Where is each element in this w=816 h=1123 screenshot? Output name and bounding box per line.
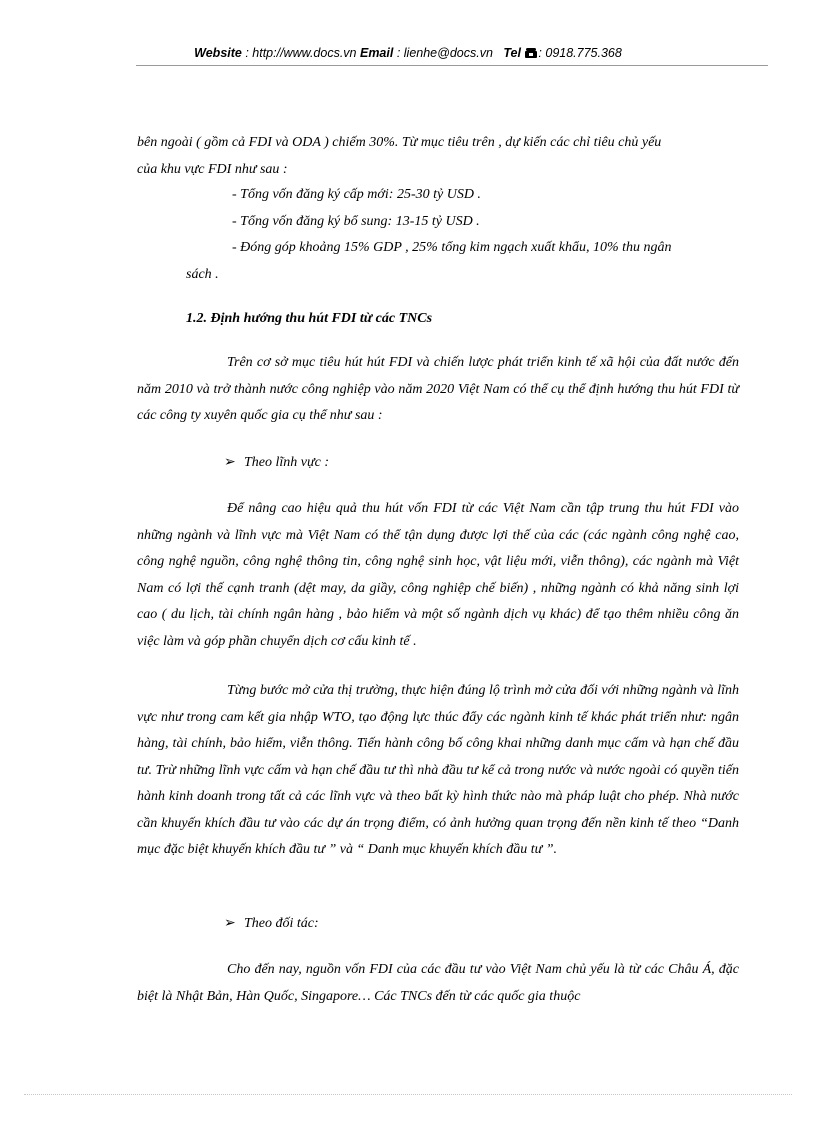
- tel-number: : 0918.775.368: [538, 46, 622, 60]
- phone-icon: [524, 48, 538, 58]
- header-divider: [136, 65, 768, 66]
- list-item: - Đóng góp khoảng 15% GDP , 25% tổng kim ngạch xuất khẩu, 10% thu ngân: [232, 240, 672, 255]
- arrow-bullet-icon: ➢: [224, 916, 236, 931]
- list-item: - Tổng vốn đăng ký bổ sung: 13-15 tỷ USD .: [232, 213, 480, 229]
- website-label: Website: [194, 46, 242, 60]
- bullet-field: ➢ Theo lĩnh vực :: [232, 450, 329, 476]
- footer-divider: [24, 1094, 792, 1095]
- paragraph-1: Trên cơ sở mục tiêu hút hút FDI và chiến lược phát triển kinh tế xã hội của đất nước đến năm 2010 và trở thành nước công nghiệp vào năm 2020 Việt Nam có thể cụ thể định hướng thu hút FDI từ các công ty xuyên quốc gia cụ thể như sau :: [137, 355, 739, 423]
- paragraph-3: Từng bước mở cửa thị trường, thực hiện đúng lộ trình mở cửa đối với những ngành và lĩnh vực như trong cam kết gia nhập WTO, tạo động lực thúc đẩy các ngành kinh tế khác phát triển như: ngân hàng, tài chính, bảo hiểm, viễn thông. Tiến hành công bố công khai những danh mục cấm và hạn chế đầu tư. Trừ những lĩnh vực cấm và hạn chế đầu tư thì nhà đầu tư kể cả trong nước và nước ngoài có quyền tiến hành kinh doanh trong tất cả các lĩnh vực và theo bất kỳ hình thức nào mà pháp luật cho phép. Nhà nước cần khuyến khích đầu tư vào các dự án trọng điểm, có ảnh hưởng quan trọng đến nền kinh tế theo “Danh mục đặc biệt khuyến khích đầu tư ” và “ Danh mục khuyến khích đầu tư ”.: [137, 683, 739, 857]
- email-label: Email: [359, 46, 394, 60]
- target-list-continuation: sách .: [186, 267, 219, 282]
- website-url[interactable]: http://www.docs.vn: [252, 46, 357, 60]
- arrow-bullet-icon: ➢: [224, 455, 236, 470]
- tel-label: Tel: [503, 46, 521, 60]
- page-header: Website : http://www.docs.vn Email : lienhe@docs.vn Tel : 0918.775.368: [194, 46, 622, 60]
- list-item: - Tổng vốn đăng ký cấp mới: 25-30 tỷ USD .: [232, 187, 481, 202]
- section-heading: 1.2. Định hướng thu hút FDI từ các TNCs: [186, 311, 433, 326]
- intro-paragraph: bên ngoài ( gồm cả FDI và ODA ) chiếm 30%. Từ mục tiêu trên , dự kiến các chỉ tiêu chủ yếu của khu vực FDI như sau :: [137, 135, 662, 177]
- bullet-partner: ➢ Theo đối tác:: [232, 911, 319, 937]
- paragraph-4: Cho đến nay, nguồn vốn FDI của các đầu tư vào Việt Nam chủ yếu là từ các Châu Á, đặc biệt là Nhật Bản, Hàn Quốc, Singapore… Các TNCs đến từ các quốc gia thuộc: [137, 962, 739, 1004]
- target-list: [232, 182, 742, 262]
- email-address[interactable]: lienhe@docs.vn: [403, 46, 493, 60]
- paragraph-2: Để nâng cao hiệu quả thu hút vốn FDI từ các Việt Nam cần tập trung thu hút FDI vào những ngành và lĩnh vực mà Việt Nam có thể tận dụng được lợi thế của các (các ngành công nghệ cao, công nghệ nguồn, công nghệ thông tin, công nghệ sinh học, vật liệu mới, viễn thông), các ngành mà Việt Nam có lợi thế cạnh tranh (dệt may, da giầy, công nghiệp chế biến) , những ngành có khả năng sinh lợi cao ( du lịch, tài chính ngân hàng , bảo hiểm và một số ngành dịch vụ khác) để tạo thêm nhiều công ăn việc làm và góp phần chuyển dịch cơ cấu kinh tế .: [137, 501, 739, 649]
